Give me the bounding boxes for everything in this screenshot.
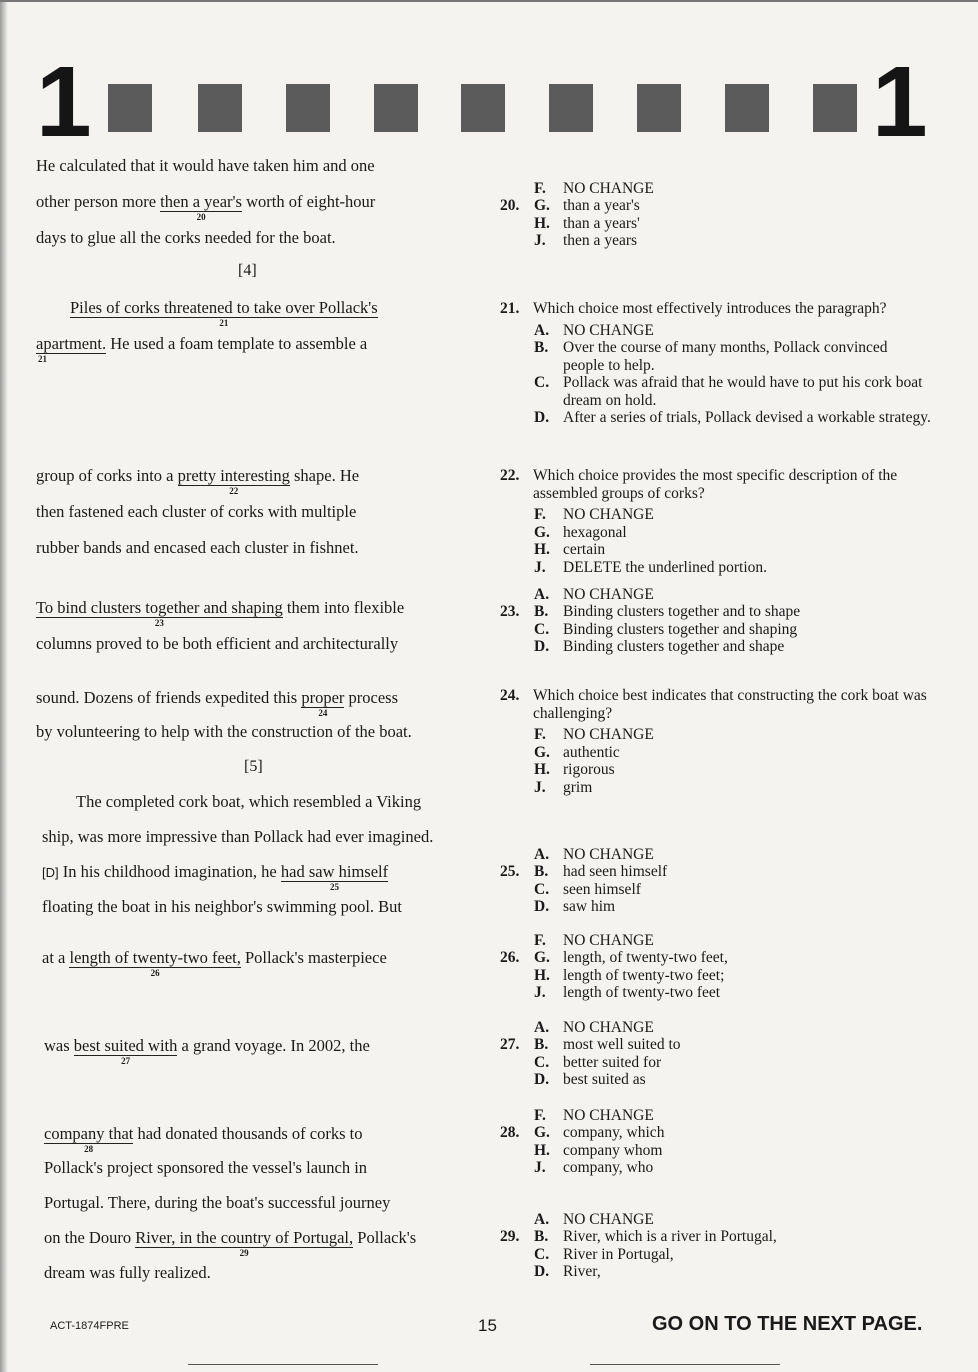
answer-option[interactable]: D. After a series of trials, Pollack devised a workable strategy. [534,409,931,426]
header-block [637,84,681,132]
question-21: 21. Which choice most effectively introduces the paragraph? A. NO CHANGE B. Over the course of many months, Pollack convinced people to help. C. Pollack was afraid that he would have to put his cork boat dream on hold. D. After a series of trials, Pollack devised a workable strategy. [500,300,931,426]
header-block [813,84,857,132]
question-stem: Which choice provides the most specific description of the assembled groups of corks? [533,467,898,502]
passage-line: To bind clusters together and shaping 23 them into flexible [36,598,405,628]
passage-line: Pollack's project sponsored the vessel's launch in [44,1158,368,1177]
answer-option[interactable]: G. company, which [534,1124,665,1141]
question-24: 24. Which choice best indicates that constructing the cork boat was challenging? F. NO CHANGE G. authentic H. rigorous J. grim [500,687,932,796]
answer-option[interactable]: H. company whom [534,1141,663,1159]
header-block [725,84,769,132]
question-28: 28. F. NO CHANGE G. company, which H. company whom J. company, who [500,1124,932,1177]
answer-option[interactable]: D. saw him [534,898,616,915]
underline-21-cont[interactable]: apartment. 21 [36,334,107,364]
answer-option[interactable]: F. NO CHANGE [534,726,654,743]
question-stem: Which choice most effectively introduces the paragraph? [533,300,887,317]
underline-29[interactable]: River, in the country of Portugal, 29 [135,1228,354,1258]
answer-option[interactable]: H. than a years' [534,214,640,232]
answer-option[interactable]: F. NO CHANGE [534,506,654,523]
answer-option[interactable]: B. had seen himself [534,863,668,880]
question-22: 22. Which choice provides the most specific description of the assembled groups of corks? F. NO CHANGE G. hexagonal H. certain J. DELETE the underlined portion. [500,467,932,576]
passage-line: at a length of twenty-two feet, 26 Pollack's masterpiece [42,948,387,978]
passage-line: on the Douro River, in the country of Portugal, 29 Pollack's [44,1228,417,1258]
passage-line: then fastened each cluster of corks with multiple [36,502,357,521]
answer-option[interactable]: J. DELETE the underlined portion. [534,558,768,576]
question-20: 20. F. NO CHANGE G. than a year's H. than a years' J. then a years [500,197,932,250]
answer-option[interactable]: C. Pollack was afraid that he would have to put his cork boat dream on hold. [534,374,923,409]
answer-option[interactable]: A. NO CHANGE [534,1018,654,1036]
passage-line: He calculated that it would have taken him and one [36,156,375,175]
header-blocks [108,84,858,134]
header-block [549,84,593,132]
answer-option[interactable]: F. NO CHANGE [534,931,654,949]
passage-line: was best suited with 27 a grand voyage. In 2002, the [44,1036,370,1066]
answer-option[interactable]: F. NO CHANGE [534,1106,654,1124]
go-on-next-page: GO ON TO THE NEXT PAGE. [652,1313,923,1335]
answer-option[interactable]: A. NO CHANGE [534,321,654,339]
passage-line [70,298,378,328]
passage-line: by volunteering to help with the construction of the boat. [36,722,412,741]
section-number-right: 1 [872,46,928,158]
answer-option[interactable]: A. NO CHANGE [534,1210,654,1228]
answer-option[interactable]: B. most well suited to [534,1036,681,1053]
section-number-left: 1 [36,46,92,158]
passage-line: company that 28 had donated thousands of corks to [44,1124,363,1154]
passage-line: ship, was more impressive than Pollack had ever imagined. [42,827,434,846]
answer-option[interactable]: B. Binding clusters together and to shape [534,603,801,620]
question-27: 27. A. NO CHANGE B. most well suited to C. better suited for D. best suited as [500,1036,932,1089]
passage-line: Portugal. There, during the boat's successful journey [44,1193,391,1212]
marker-d: [D] [42,865,59,880]
answer-option[interactable]: A. NO CHANGE [534,585,654,603]
header-block [108,84,152,132]
answer-option[interactable]: H. certain [534,541,606,558]
underline-22[interactable]: pretty interesting 22 [177,466,290,496]
bottom-rule [590,1364,780,1365]
header-block [461,84,505,132]
answer-option[interactable]: G. authentic [534,743,620,761]
answer-option[interactable]: J. company, who [534,1159,654,1176]
passage-line: other person more then a year's 20 worth of eight-hour [36,192,376,222]
underline-27[interactable]: best suited with 27 [73,1036,178,1066]
answer-option[interactable]: C. Binding clusters together and shaping [534,620,798,638]
underline-25[interactable]: had saw himself 25 [280,862,389,892]
answer-option[interactable]: J. then a years [534,232,638,249]
answer-option[interactable]: J. grim [534,778,593,796]
passage-line: dream was fully realized. [44,1263,211,1282]
top-rule [0,0,978,2]
answer-option[interactable]: G. than a year's [534,197,640,214]
question-26: 26. F. NO CHANGE G. length, of twenty-two feet, H. length of twenty-two feet; J. length of twenty-two feet [500,949,932,1002]
bottom-rule [188,1364,378,1365]
underline-28[interactable]: company that 28 [44,1124,134,1154]
passage-line: floating the boat in his neighbor's swimming pool. But [42,897,402,916]
question-stem: Which choice best indicates that constructing the cork boat was challenging? [533,687,927,722]
passage-line: rubber bands and encased each cluster in fishnet. [36,538,359,557]
answer-option[interactable]: B. River, which is a river in Portugal, [534,1228,777,1245]
passage-line: The completed cork boat, which resembled a Viking [76,792,422,811]
answer-option[interactable]: H. length of twenty-two feet; [534,966,725,984]
answer-option[interactable]: C. better suited for [534,1053,662,1071]
question-23: 23. A. NO CHANGE B. Binding clusters together and to shape C. Binding clusters together and shaping D. Binding clusters together and shape [500,603,932,656]
paragraph-heading-4: [4] [238,262,257,279]
answer-option[interactable]: G. hexagonal [534,523,627,541]
question-29: 29. A. NO CHANGE B. River, which is a river in Portugal, C. River in Portugal, D. River, [500,1228,932,1281]
paragraph-heading-5: [5] [244,758,263,775]
answer-option[interactable]: A. NO CHANGE [534,845,654,863]
header-block [198,84,242,132]
passage-line: group of corks into a pretty interesting 22 shape. He [36,466,360,496]
passage-line: columns proved to be both efficient and architecturally [36,634,399,653]
answer-option[interactable]: D. Binding clusters together and shape [534,638,785,655]
passage-line: sound. Dozens of friends expedited this proper 24 process [36,688,399,718]
question-25: 25. A. NO CHANGE B. had seen himself C. seen himself D. saw him [500,863,932,916]
form-code: ACT-1874FPRE [50,1320,129,1332]
answer-option[interactable]: F. NO CHANGE [534,179,654,197]
answer-option[interactable]: B. Over the course of many months, Pollack convinced people to help. [534,339,888,374]
passage-line: apartment. 21 He used a foam template to assemble a [36,334,368,364]
underline-24[interactable]: proper 24 [301,688,345,718]
passage-line: days to glue all the corks needed for the boat. [36,228,336,247]
page-number: 15 [478,1316,497,1335]
underline-21[interactable]: Piles of corks threatened to take over Pollack's 21 [70,298,378,328]
answer-option[interactable]: C. seen himself [534,880,641,898]
answer-option[interactable]: H. rigorous [534,761,615,778]
answer-option[interactable]: D. River, [534,1263,601,1280]
answer-option[interactable]: D. best suited as [534,1071,646,1088]
underline-20[interactable]: then a year's 20 [160,192,242,222]
answer-option[interactable]: C. River in Portugal, [534,1245,674,1263]
passage-line: [D] In his childhood imagination, he had saw himself 25 [42,862,389,892]
page-edge [0,0,8,1372]
header-block [286,84,330,132]
underline-26[interactable]: length of twenty-two feet, 26 [69,948,241,978]
answer-option[interactable]: J. length of twenty-two feet [534,984,721,1001]
underline-23[interactable]: To bind clusters together and shaping 23 [36,598,283,628]
answer-option[interactable]: G. length, of twenty-two feet, [534,949,728,966]
header-block [374,84,418,132]
